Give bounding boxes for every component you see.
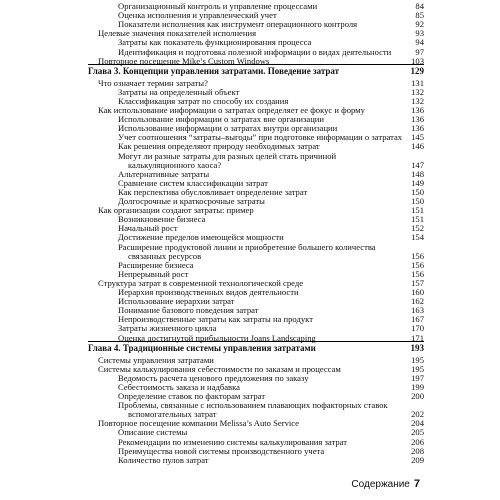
footer-label: Содержание xyxy=(351,479,410,490)
toc-entry-page: 156 xyxy=(411,250,424,261)
toc-entry-page: 85 xyxy=(415,10,424,21)
toc-entry-page: 132 xyxy=(411,95,424,106)
toc-entry-page: 92 xyxy=(415,19,424,30)
toc-entry-title: Как решения определяют природу необходимых затрат xyxy=(118,141,320,152)
toc-entry-page: 150 xyxy=(411,186,424,197)
toc-entry xyxy=(118,454,424,466)
toc-entry-page: 136 xyxy=(411,114,424,125)
toc-entry-page: 209 xyxy=(411,454,424,465)
toc-entry-page: 157 xyxy=(411,277,424,288)
toc-entry-page: 93 xyxy=(415,28,424,39)
toc-entry-title: Оценка исполнения и управленческий учет xyxy=(118,10,277,21)
toc-entry-title: Непроизводственные затраты как затраты на продукт xyxy=(118,314,313,325)
toc-entry-title: Затраты как показатель функционирования процесса xyxy=(118,37,312,48)
toc-entry-page: 147 xyxy=(411,159,424,170)
toc-entry-page: 151 xyxy=(411,205,424,216)
toc-entry-page: 195 xyxy=(411,363,424,374)
toc-entry-title: Количество пулов затрат xyxy=(118,454,209,465)
toc-entry-title: Расширение продуктовой линии и приобретение большего количества xyxy=(118,241,376,252)
page-footer xyxy=(351,478,420,490)
toc-entry-title: Понимание базового поведения затрат xyxy=(118,305,259,316)
toc-entry-page: 136 xyxy=(411,123,424,134)
toc-entry-page: 131 xyxy=(411,77,424,88)
toc-entry-title: Использование информации о затратах внутри организации xyxy=(118,123,338,134)
toc-chapter xyxy=(88,65,424,77)
toc-entry-title: Повторное посещение компании Melissa’s Auto Service xyxy=(98,418,299,429)
toc-entry-title: калькуляционного хаоса? xyxy=(128,159,222,170)
toc-entry-title: Классификация затрат по способу их создания xyxy=(118,95,289,106)
toc-entry-title: Глава 4. Традиционные системы управления затратами xyxy=(88,342,316,353)
toc-entry-page: 151 xyxy=(411,214,424,225)
toc-entry-page: 136 xyxy=(411,105,424,115)
toc-entry-title: Идентификация и подготовка полезной информации о видах деятельности xyxy=(118,46,392,57)
toc-entry-page: 149 xyxy=(411,177,424,188)
toc-entry-page: 204 xyxy=(411,418,424,429)
toc-entry-title: Использование иерархии затрат xyxy=(118,296,235,307)
toc-entry-title: вспомогательных затрат xyxy=(128,409,217,420)
toc-entry-title: Использование информации о затратах вне организации xyxy=(118,114,324,125)
toc-entry-title: Непрерывный рост xyxy=(118,268,189,279)
toc-entry-title: Оценка достигнутой прибыльности Joans Landscaping xyxy=(118,332,316,343)
toc-entry-title: связанных ресурсов xyxy=(128,250,202,261)
toc-entry-title: Глава 3. Концепции управления затратами. Поведение затрат xyxy=(88,65,340,76)
toc-entry-page: 132 xyxy=(411,86,424,97)
toc-entry-page: 163 xyxy=(411,305,424,316)
toc-entry-title: Как перспектива обусловливает определение затрат xyxy=(118,186,308,197)
toc-entry-title: Себестоимость заказа и надбавка xyxy=(118,381,240,392)
toc-entry-page: 202 xyxy=(411,409,424,420)
toc-entry-title: Расширение бизнеса xyxy=(118,259,194,270)
toc-entry-page: 129 xyxy=(410,65,424,76)
toc-entry-page: 152 xyxy=(411,223,424,234)
toc-entry-page: 84 xyxy=(415,1,424,11)
toc-entry-title: Сравнение систем классификации затрат xyxy=(118,177,268,188)
toc-entry-title: Достижение пределов имеющейся мощности xyxy=(118,232,284,243)
toc-entry-title: Затраты на определенный объект xyxy=(118,86,240,97)
page-number: 7 xyxy=(413,478,420,490)
toc-entry-page: 148 xyxy=(411,168,424,179)
toc-entry-page: 206 xyxy=(411,436,424,447)
toc-entry-page: 170 xyxy=(411,323,424,334)
toc-entry-title: Как организации создают затраты: пример xyxy=(98,205,254,216)
toc-entry-page: 197 xyxy=(411,372,424,383)
toc-entry-title: Показатели исполнения как инструмент операционного контроля xyxy=(118,19,358,30)
toc-entry-page: 205 xyxy=(411,427,424,438)
toc-entry-title: Проблемы, связанные с использованием плавающих пофакторных ставок xyxy=(118,400,388,411)
toc-entry-title: Рекомендации по изменению системы калькулирования затрат xyxy=(118,436,347,447)
toc-entry-page: 94 xyxy=(415,37,424,48)
toc-entry-title: Преимущества новой системы производственного учета xyxy=(118,445,325,456)
toc-entry-page: 208 xyxy=(411,445,424,456)
toc-entry-page: 167 xyxy=(411,314,424,325)
toc-chapter xyxy=(88,342,424,354)
toc-entry-title: Альтернативные затраты xyxy=(118,168,210,179)
toc-entry-title: Определение ставок по факторам затрат xyxy=(118,391,265,401)
toc-entry-title: Системы калькулирования себестоимости по заказам и процессам xyxy=(98,363,341,374)
toc-entry-page: 162 xyxy=(411,296,424,307)
toc-entry-page: 145 xyxy=(411,132,424,143)
toc-entry-page: 199 xyxy=(411,381,424,392)
toc-entry-page: 103 xyxy=(411,55,424,66)
toc-entry-title: Затраты жизненного цикла xyxy=(118,323,217,334)
toc-entry-title: Что означает термин затраты? xyxy=(98,77,208,88)
toc-entry-title: Описание системы xyxy=(118,427,188,438)
toc-entry-title: Структура затрат в современной технологической среде xyxy=(98,277,304,288)
toc-entry-title: Учет соотношения “затраты–выгоды” при подготовке информации о затратах xyxy=(118,132,402,143)
toc-entry-page: 171 xyxy=(411,332,424,343)
toc-entry-title: Иерархия производственных видов деятельности xyxy=(118,287,299,297)
toc-entry-title: Возникновение бизнеса xyxy=(118,214,206,225)
toc-entry-title: Ведомость расчета ценового предложения по заказу xyxy=(118,372,309,383)
toc-entry-title: Начальный рост xyxy=(118,223,178,234)
toc-entry-title: Как использование информации о затратах определяет ее фокус и форму xyxy=(98,105,365,115)
toc-entry-page: 156 xyxy=(411,259,424,270)
toc-entry-title: Повторное посещение Mike’s Custom Windows xyxy=(98,55,270,66)
toc-entry-title: Могут ли разные затраты для разных целей стать причиной xyxy=(118,150,337,161)
toc-entry-page: 156 xyxy=(411,268,424,279)
toc-entry-page: 154 xyxy=(411,232,424,243)
toc-entry-page: 200 xyxy=(411,391,424,401)
toc-entry-page: 195 xyxy=(411,354,424,365)
toc-entry-page: 193 xyxy=(410,342,424,353)
toc-entry-page: 146 xyxy=(411,141,424,152)
toc-entry-title: Системы управления затратами xyxy=(98,354,214,365)
toc-entry-title: Целевые значения показателей исполнения xyxy=(98,28,257,39)
toc-entry-page: 150 xyxy=(411,196,424,206)
toc-entry-title: Долгосрочные и краткосрочные затраты xyxy=(118,196,265,206)
toc-entry-page: 97 xyxy=(415,46,424,57)
toc-entry-title: Организационный контроль и управление процессами xyxy=(118,1,318,11)
toc-entry-page: 160 xyxy=(411,287,424,297)
